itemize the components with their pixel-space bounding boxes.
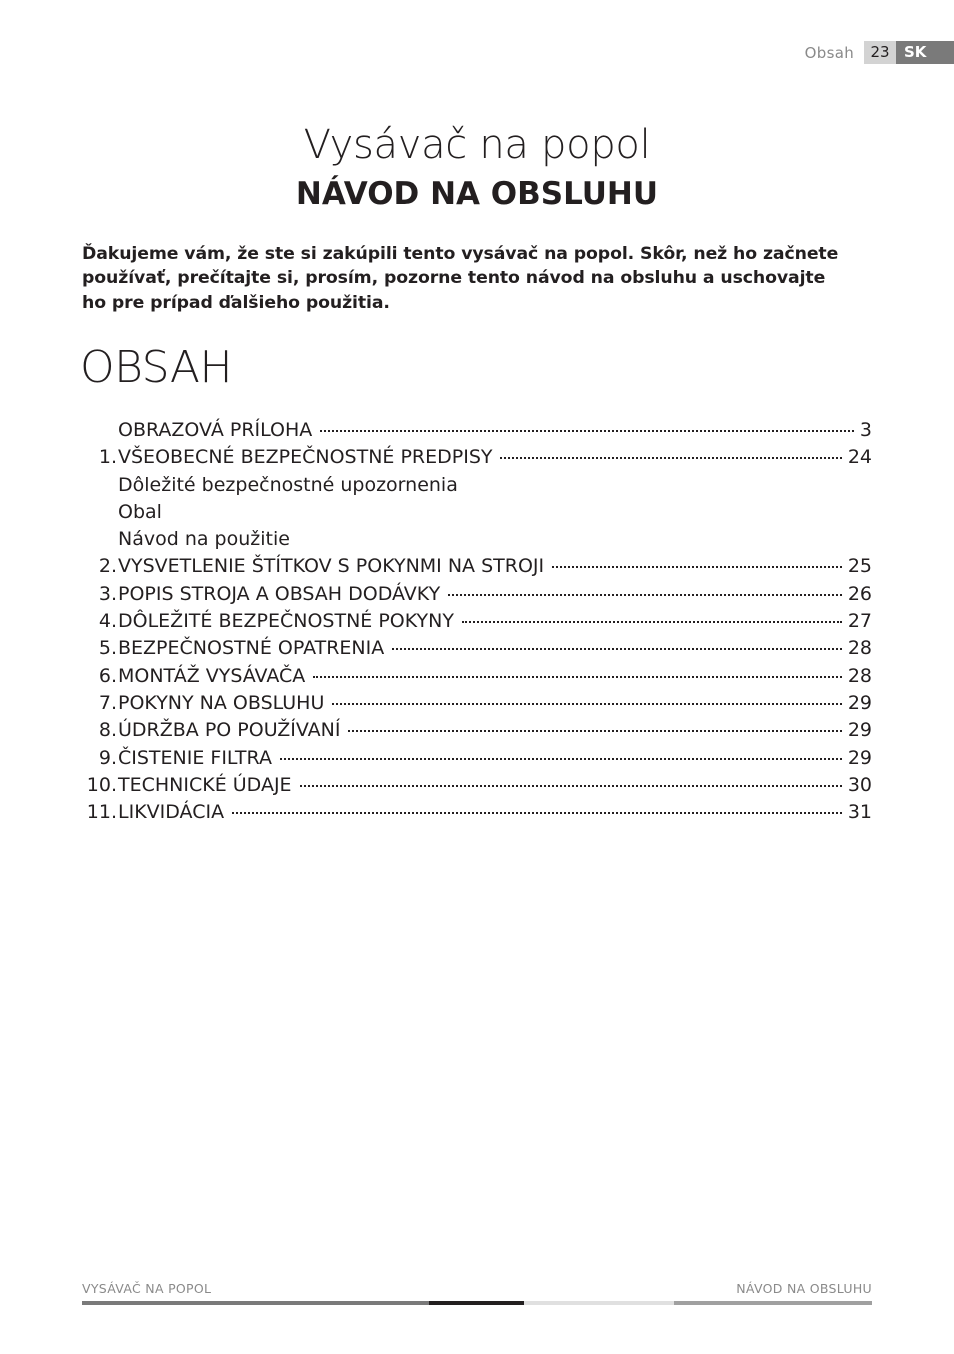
toc-item-page: 30: [847, 773, 872, 796]
toc-item-label: ČISTENIE FILTRA: [118, 746, 272, 769]
toc-item-leader: [332, 703, 841, 705]
intro-line: používať, prečítajte si, prosím, pozorne tento návod na obsluhu a uschovajte: [82, 268, 826, 289]
toc-item-leader: [348, 730, 841, 732]
toc-item: [82, 446, 872, 473]
footer-bar-segment: [674, 1301, 872, 1305]
footer-bar-segment: [524, 1301, 674, 1305]
toc-item-page: 29: [847, 746, 872, 769]
toc-item-number: 1.: [98, 446, 117, 469]
toc-item-page: 24: [847, 446, 872, 469]
footer-bar: [82, 1301, 872, 1305]
toc-item: [82, 774, 872, 801]
table-of-contents: [82, 419, 872, 828]
toc-item-leader: [462, 621, 842, 623]
toc-item: [82, 419, 872, 446]
intro-line: Ďakujeme vám, že ste si zakúpili tento vysávač na popol. Skôr, než ho začnete: [82, 244, 839, 264]
toc-item-number: 3.: [98, 582, 117, 605]
toc-item: [82, 747, 872, 774]
toc-item-page: 29: [847, 691, 872, 714]
toc-item-leader: [300, 785, 842, 787]
toc-item-page: 25: [847, 555, 872, 578]
toc-item-number: 10.: [86, 773, 117, 796]
toc-item-number: 9.: [98, 746, 117, 769]
toc-item-number: 6.: [98, 664, 117, 687]
toc-item-label: VYSVETLENIE ŠTÍTKOV S POKYNMI NA STROJI: [118, 555, 545, 578]
language-badge: SK: [896, 41, 954, 64]
toc-item-label: Návod na použitie: [118, 528, 290, 551]
toc-item: [82, 801, 872, 828]
toc-item-label: ÚDRŽBA PO POUŽÍVANÍ: [118, 719, 341, 742]
toc-item: [82, 528, 872, 555]
toc-item: [82, 583, 872, 610]
header-section-name: Obsah: [804, 43, 854, 62]
toc-item-label: Obal: [118, 500, 162, 523]
toc-item: [82, 665, 872, 692]
toc-item: [82, 501, 872, 528]
page-number: 23: [864, 41, 896, 64]
toc-item-label: TECHNICKÉ ÚDAJE: [118, 773, 292, 796]
toc-item-leader: [392, 648, 842, 650]
toc-item-number: 8.: [98, 719, 117, 742]
toc-item-page: 29: [847, 719, 872, 742]
toc-item: [82, 692, 872, 719]
toc-item-leader: [232, 812, 842, 814]
footer-right: NÁVOD NA OBSLUHU: [736, 1281, 872, 1296]
toc-item-leader: [280, 758, 842, 760]
toc-item: [82, 474, 872, 501]
toc-item-number: 4.: [98, 610, 117, 633]
toc-item-leader: [448, 594, 842, 596]
toc-item-page: 28: [847, 637, 872, 660]
toc-item-page: 31: [847, 801, 872, 824]
footer-left: VYSÁVAČ NA POPOL: [82, 1281, 212, 1296]
toc-item-page: 28: [847, 664, 872, 687]
toc-title: OBSAH: [80, 342, 233, 393]
toc-item-label: OBRAZOVÁ PRÍLOHA: [118, 419, 313, 441]
toc-item-number: 11.: [86, 801, 117, 824]
toc-item-page: 26: [847, 582, 872, 605]
toc-item-label: MONTÁŽ VYSÁVAČA: [118, 664, 306, 687]
page-subtitle: NÁVOD NA OBSLUHU: [295, 176, 659, 212]
toc-item-number: 5.: [98, 637, 117, 660]
toc-item: [82, 610, 872, 637]
intro-paragraph: [82, 242, 842, 315]
toc-item-page: 27: [847, 610, 872, 633]
footer-bar-segment: [82, 1301, 429, 1305]
toc-item-page: 3: [859, 419, 872, 441]
toc-item: [82, 719, 872, 746]
intro-line: ho pre prípad ďalšieho použitia.: [82, 292, 390, 313]
toc-item-leader: [500, 457, 841, 459]
toc-item: [82, 555, 872, 582]
page-title: Vysávač na popol: [303, 122, 651, 168]
toc-item-number: 2.: [98, 555, 117, 578]
toc-item-label: LIKVIDÁCIA: [118, 801, 225, 824]
toc-item-label: DÔLEŽITÉ BEZPEČNOSTNÉ POKYNY: [118, 610, 454, 633]
toc-item-label: VŠEOBECNÉ BEZPEČNOSTNÉ PREDPISY: [118, 446, 493, 469]
footer-bar-segment: [429, 1301, 524, 1305]
toc-item-label: POKYNY NA OBSLUHU: [118, 691, 325, 714]
toc-item-leader: [552, 566, 842, 568]
toc-item-number: 7.: [98, 691, 117, 714]
toc-item-leader: [313, 676, 842, 678]
toc-item-label: BEZPEČNOSTNÉ OPATRENIA: [118, 637, 385, 660]
header-tab: [805, 41, 954, 64]
toc-item: [82, 637, 872, 664]
toc-item-leader: [320, 430, 854, 432]
toc-item-label: POPIS STROJA A OBSAH DODÁVKY: [118, 582, 441, 605]
toc-item-label: Dôležité bezpečnostné upozornenia: [118, 473, 458, 496]
